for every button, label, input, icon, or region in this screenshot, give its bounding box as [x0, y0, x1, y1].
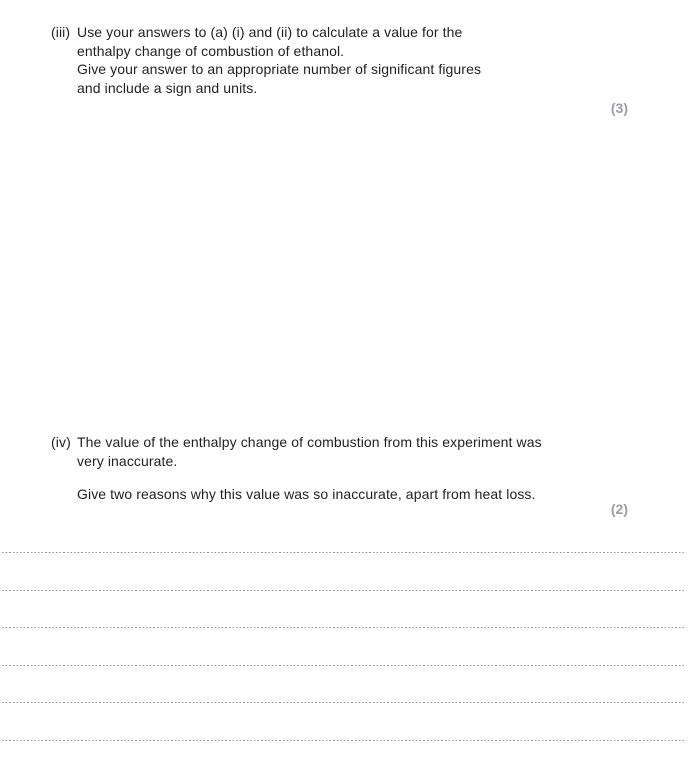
question-text-line: Use your answers to (a) (i) and (ii) to calculate a value for the [77, 24, 463, 40]
answer-line [2, 552, 686, 554]
question-iv-number: (iv) [51, 434, 71, 450]
answer-line [2, 665, 686, 667]
question-text-line: very inaccurate. [77, 452, 178, 469]
marks-badge-iv: (2) [610, 501, 628, 517]
answer-line [2, 590, 686, 592]
answer-line [2, 740, 686, 742]
question-text-line: and include a sign and units. [77, 79, 258, 96]
question-text-line: Give your answer to an appropriate number of significant figures [77, 61, 482, 77]
question-text-line: enthalpy change of combustion of ethanol. [77, 42, 345, 59]
marks-badge-iii: (3) [610, 100, 628, 116]
question-iii-text [77, 23, 561, 97]
question-iii [51, 23, 561, 97]
question-text-line: Give two reasons why this value was so inaccurate, apart from heat loss. [77, 486, 536, 502]
question-iv-text [77, 433, 631, 504]
answer-line [2, 702, 686, 704]
answer-line [2, 627, 686, 629]
question-text-line: The value of the enthalpy change of combustion from this experiment was [77, 434, 542, 450]
question-iv [51, 433, 631, 504]
question-iii-number: (iii) [51, 24, 71, 40]
